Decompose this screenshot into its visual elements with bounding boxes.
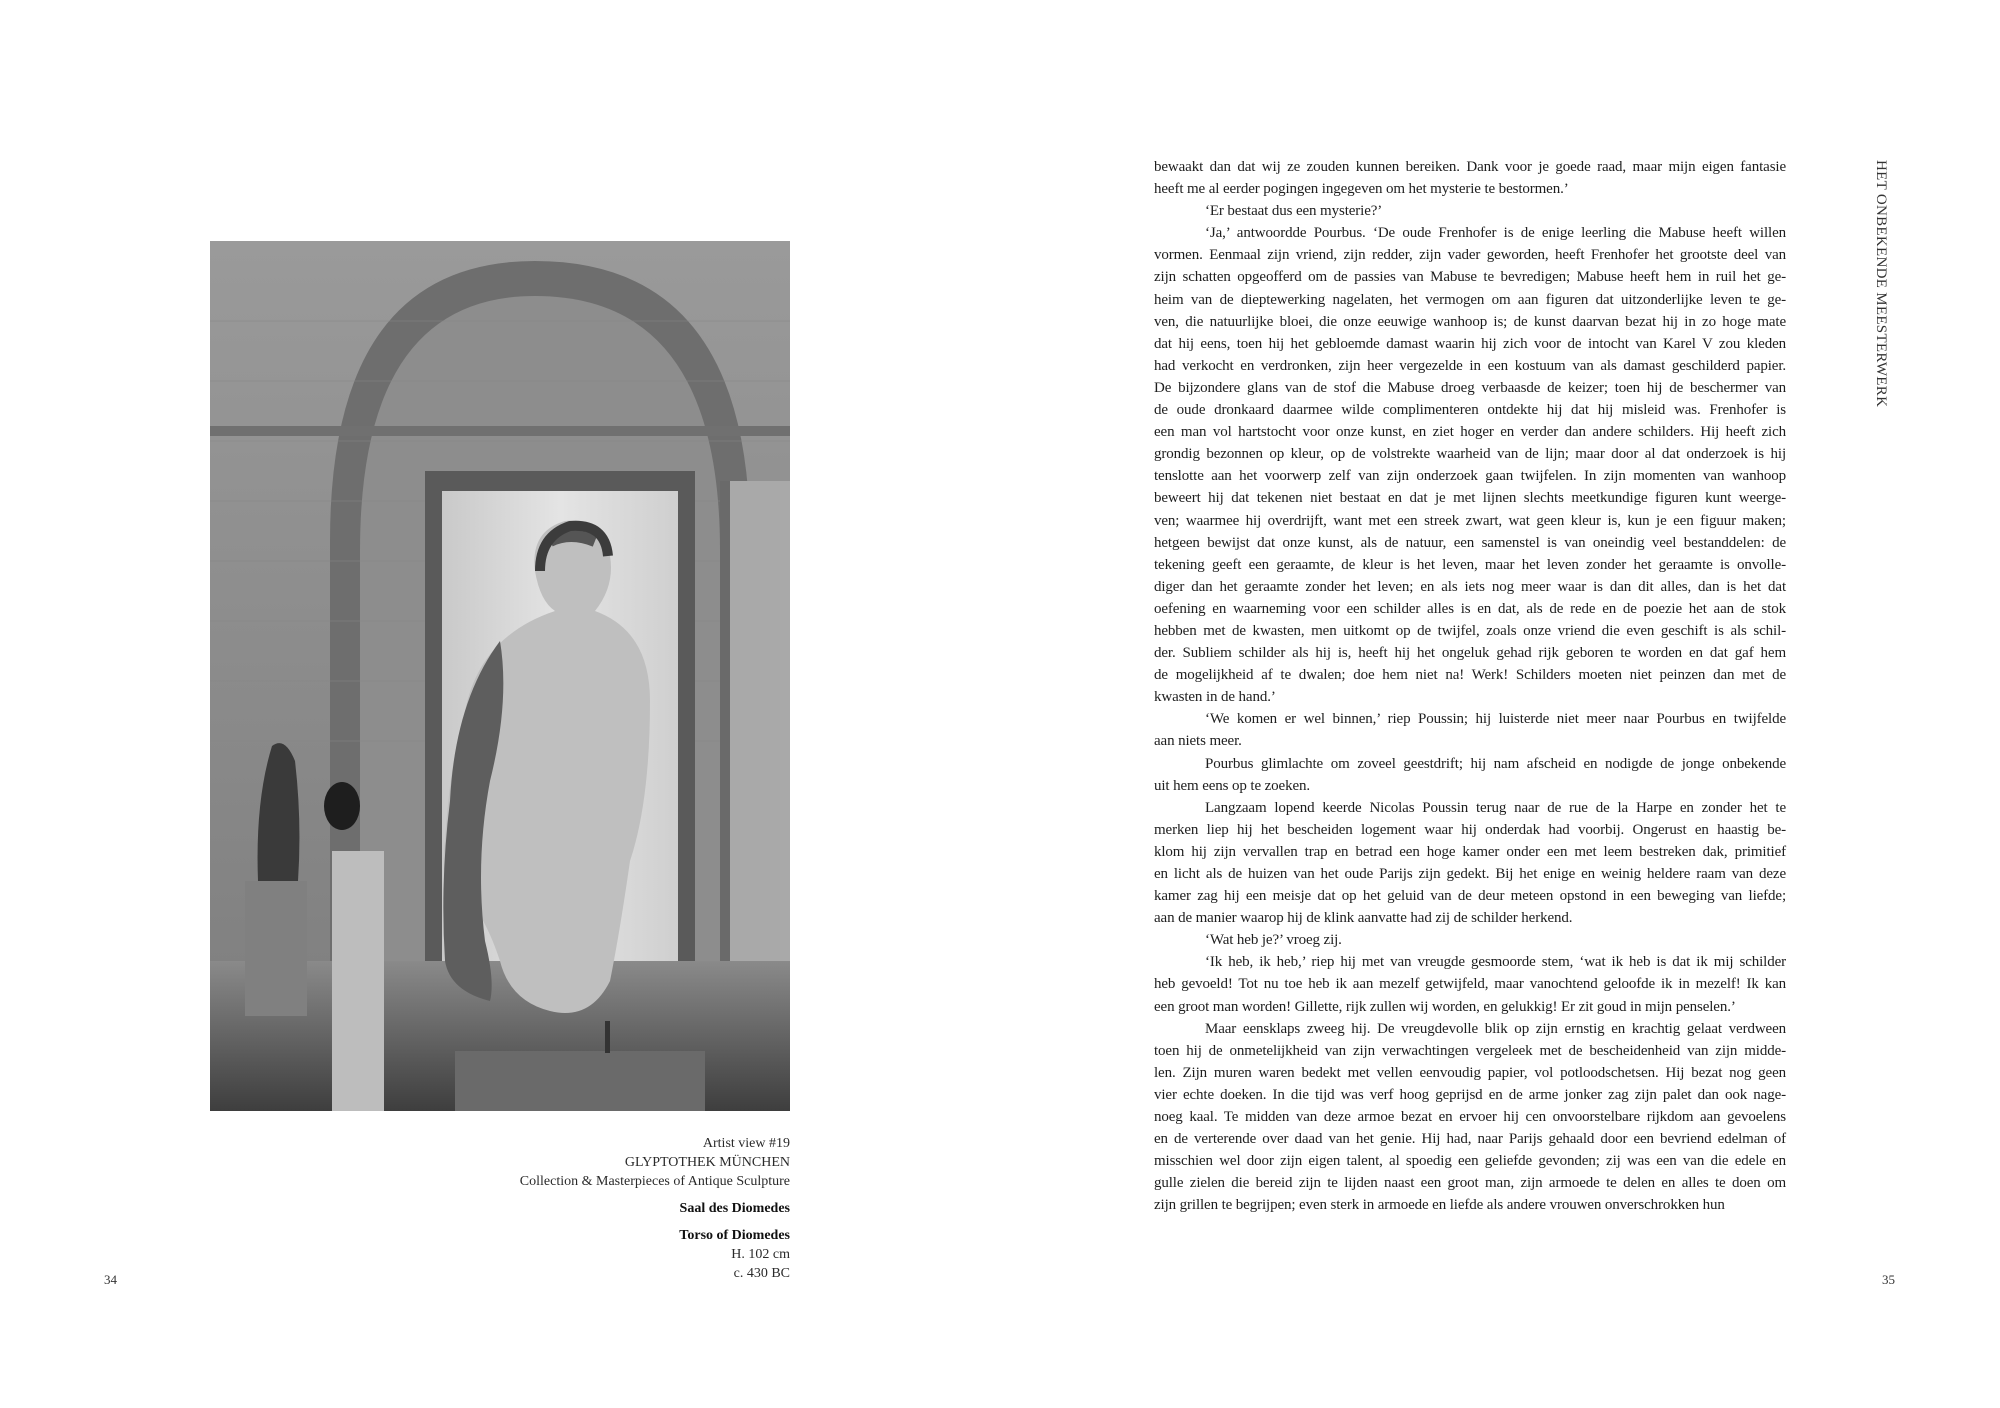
- text-line: ven; waarmee hij overdrijft, want met een streek zwart, wat geen kleur is, kun je een figuur maken;: [1154, 512, 1786, 529]
- paragraph: [1154, 929, 1786, 951]
- paragraph: [1154, 200, 1786, 222]
- text-line: hebben met de kwasten, men uitkomt op de twijfel, zoals onze vriend die even geschift is als schil-: [1154, 622, 1786, 639]
- text-line: toen hij de onmetelijkheid van zijn verwachtingen vergeleek met de bescheidenheid van zijn midde-: [1154, 1042, 1786, 1059]
- text-line: bewaakt dan dat wij ze zouden kunnen bereiken. Dank voor je goede raad, maar mijn eigen fantasie: [1154, 159, 1786, 175]
- text-line: vormen. Eenmaal zijn vriend, zijn redder, zijn vader geworden, heeft Frenhofer het grootste deel van: [1154, 247, 1786, 264]
- caption-room: Saal des Diomedes: [679, 1201, 790, 1216]
- text-line: misschien wel door zijn eigen talent, al spoedig een geliefde gevonden; zij was een van die edele en: [1154, 1153, 1786, 1170]
- text-line: merken liep hij het bescheiden logement waar hij onderdak had voorbij. Ongerust en haastig be-: [1154, 821, 1786, 838]
- text-line: ‘Er bestaat dus een mysterie?’: [1205, 203, 1383, 220]
- text-line: en de verterende over daad van het genie. Hij had, naar Parijs gehaald door een bevriend edelman of: [1154, 1131, 1786, 1148]
- sculpture-photograph: [210, 241, 790, 1111]
- page-number-left: 34: [104, 1272, 117, 1287]
- text-line: klom hij zijn vervallen trap en betrad een hoge kamer onder een met leem bestreken dak, primitief: [1154, 843, 1786, 860]
- text-line: tekening geeft een geraamte, de kleur is het leven, maar het leven zonder het geraamte is onvolle-: [1154, 556, 1786, 573]
- text-line: ‘Ik heb, ik heb,’ riep hij met van vreugde gesmoorde stem, ‘wat ik heb is dat ik mij schilder: [1205, 954, 1786, 971]
- text-line: ‘Wat heb je?’ vroeg zij.: [1205, 932, 1342, 949]
- text-line: Maar eensklaps zweeg hij. De vreugdevolle blik op zijn ernstig en krachtig gelaat verdween: [1205, 1020, 1786, 1037]
- caption-work-title: Torso of Diomedes: [679, 1228, 790, 1243]
- text-line: en licht als de huizen van het oude Parijs zijn gedekt. Bij het enige en weinig heldere raam van deze: [1154, 866, 1786, 882]
- text-line: heeft me al eerder pogingen ingegeven om het mysterie te bestormen.’: [1154, 181, 1569, 198]
- text-line: heb gevoeld! Tot nu toe heb ik aan mezelf getwijfeld, maar vanochtend geloofde ik in mezelf! Ik kan: [1154, 976, 1786, 993]
- running-head: HET ONBEKENDE MEESTERWERK: [1873, 160, 1889, 408]
- text-line: Pourbus glimlachte om zoveel geestdrift; hij nam afscheid en nodigde de jonge onbekende: [1205, 755, 1786, 772]
- paragraph: [1154, 1018, 1786, 1217]
- paragraph: [1154, 222, 1786, 708]
- text-line: beweert hij dat tekenen niet bestaat en dat je met lijnen slechts meetkundige figuren kunt weerge-: [1154, 490, 1786, 507]
- text-line: zijn grillen te begrijpen; even sterk in armoede en liefde als andere vrouwen onverschrokken hun: [1154, 1197, 1725, 1214]
- text-line: oefening en waarneming voor een schilder alles is en dat, als de rede en de poezie het aan de stok: [1154, 600, 1786, 617]
- text-line: de mogelijkheid af te dwalen; doe hem niet na! Werk! Schilders moeten niet peinzen dan met de: [1154, 667, 1786, 684]
- text-line: De bijzondere glans van de stof die Mabuse droeg verbaasde de keizer; toen hij de beschermer van: [1154, 379, 1786, 396]
- text-line: vier echte doeken. In die tijd was verf hoog geprijsd en de arme jonker zag zijn palet dan ook nage-: [1154, 1086, 1786, 1103]
- body-text: [1154, 156, 1786, 1217]
- text-line: ven, die natuurlijke bloei, die onze eeuwige wanhoop is; de kunst daarvan bezat hij in zo hoge mate: [1154, 313, 1786, 330]
- text-line: tenslotte aan het voorwerp zelf van zijn onderzoek gaan twijfelen. In zijn momenten van wanhoop: [1154, 468, 1786, 485]
- text-line: ‘We komen er wel binnen,’ riep Poussin; hij luisterde niet meer naar Pourbus en twijfelde: [1205, 711, 1786, 728]
- text-line: kamer zag hij een meisje dat op het geluid van de deur meteen opstond in een beweging van liefde;: [1154, 888, 1786, 905]
- text-line: uit hem eens op te zoeken.: [1154, 777, 1310, 794]
- caption-series: Artist view #19: [702, 1136, 790, 1151]
- paragraph: [1154, 156, 1786, 200]
- text-line: len. Zijn muren waren bedekt met vellen eenvoudig papier, vol potloodschetsen. Hij bezat nog geen: [1154, 1064, 1786, 1081]
- text-line: Langzaam lopend keerde Nicolas Poussin terug naar de rue de la Harpe en zonder het te: [1205, 799, 1786, 816]
- paragraph: [1154, 951, 1786, 1017]
- text-line: aan niets meer.: [1154, 733, 1242, 750]
- page-number-right: 35: [1882, 1272, 1895, 1287]
- text-line: heim van de dieptewerking nagelaten, het vermogen om aan figuren dat uitzonderlijke leven te ge-: [1154, 291, 1786, 308]
- paragraph: [1154, 753, 1786, 797]
- text-line: diger dan het geraamte zonder het leven; en als iets nog meer waar is dan dit alles, dan is het dat: [1154, 578, 1786, 595]
- text-line: hetgeen bewijst dat onze kunst, als de natuur, een samenstel is van oneindig veel bestanddelen: de: [1154, 534, 1786, 551]
- text-line: aan de manier waarop hij de klink aanvatte had zij de schilder herkend.: [1154, 910, 1573, 927]
- text-line: grondig bezonnen op kleur, op de volstrekte waarheid van de lijn; maar door al dat onderzoek is hij: [1154, 446, 1786, 463]
- text-line: had verkocht en verdronken, zijn heer vergezelde in een kostuum van als damast geschilderd papier.: [1154, 357, 1786, 374]
- text-line: zijn schatten opgeofferd om de passies van Mabuse te bevredigen; Mabuse heeft hem in ruil het ge-: [1154, 269, 1786, 286]
- text-line: gulle zielen die bereid zijn te lijden naast een groot man, zijn armoede te delen en alles te doen om: [1154, 1175, 1786, 1192]
- text-line: een man vol hartstocht voor onze kunst, en ziet hoger en verder dan andere schilders. Hij heeft zich: [1154, 424, 1786, 441]
- paragraph: [1154, 708, 1786, 752]
- caption-height: H. 102 cm: [731, 1247, 790, 1262]
- text-line: noeg kaal. Te midden van deze armoe bezat en ervoer hij cen onvoorstelbare rijkdom aan gevoelens: [1154, 1109, 1786, 1126]
- paragraph: [1154, 797, 1786, 930]
- text-line: der. Subliem schilder als hij is, heeft hij het ongeluk gehad rijk geboren te worden en dat gaf hem: [1154, 645, 1786, 662]
- caption-collection: Collection & Masterpieces of Antique Sculpture: [519, 1174, 790, 1189]
- text-line: ‘Ja,’ antwoordde Pourbus. ‘De oude Frenhofer is de enige leerling die Mabuse heeft willen: [1205, 225, 1786, 242]
- text-line: dat hij eens, toen hij het gebloemde damast waarin hij zich voor de intocht van Karel V zou kleden: [1154, 335, 1786, 352]
- text-line: een groot man worden! Gillette, rijk zullen wij worden, en gelukkig! Er zit goud in mijn penselen.’: [1154, 998, 1736, 1015]
- caption-date: c. 430 BC: [733, 1266, 790, 1281]
- text-line: kwasten in de hand.’: [1154, 689, 1276, 706]
- text-line: de oude dronkaard daarmee wilde complimenteren ontdekte hij dat hij misleid was. Frenhofer is: [1154, 402, 1786, 419]
- caption-museum: GLYPTOTHEK MÜNCHEN: [624, 1155, 790, 1170]
